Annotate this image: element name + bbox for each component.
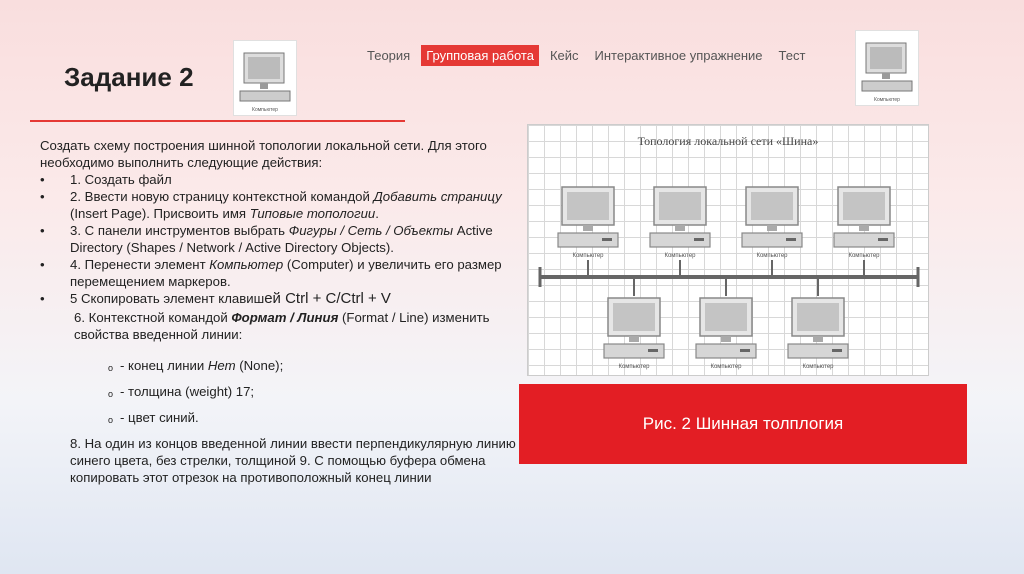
title-underline	[30, 120, 405, 122]
sub-item-color: o - цвет синий.	[40, 409, 520, 426]
step-3: • 3. С панели инструментов выбрать Фигуры / Сеть / Объекты Active Directory (Shapes / Network / Active Directory Objects).	[40, 222, 520, 256]
computer-icon	[650, 187, 710, 277]
slide-title: Задание 2	[64, 62, 194, 92]
nav-item-test[interactable]: Тест	[778, 48, 806, 63]
sub-item-line-end: o - конец линии Нет (None);	[40, 357, 520, 374]
step-8: 8. На один из концов введенной линии ввести перпендикулярную линию синего цвета, без стрелки, толщиной 9. С помощью буфера обмена копировать этот отрезок на противоположный конец линии	[70, 436, 516, 485]
computer-icon	[788, 277, 848, 370]
step-6: 6. Контекстной командой Формат / Линия (Format / Line) изменить свойства введенной линии:	[74, 310, 490, 342]
nav-item-interactive-exercise[interactable]: Интерактивное упражнение	[594, 48, 763, 63]
figure-caption: Рис. 2 Шинная толплогия	[519, 384, 967, 464]
figure-title: Топология локальной сети «Шина»	[637, 134, 819, 148]
step-5: • 5 Скопировать элемент клавишей Ctrl + C/Ctrl + V	[40, 290, 520, 307]
computer-icon	[604, 277, 664, 370]
step-2: • 2. Ввести новую страницу контекстной командой Добавить страницу (Insert Page). Присвоить имя Типовые топологии.	[40, 188, 520, 222]
nav-item-theory[interactable]: Теория	[367, 48, 411, 63]
step-4: • 4. Перенести элемент Компьютер (Computer) и увеличить его размер перемещением маркеров.	[40, 256, 520, 290]
computer-label: Компьютер	[572, 253, 604, 259]
computer-icon	[558, 187, 618, 277]
thumb-label: Компьютер	[874, 97, 900, 103]
computer-icon	[742, 187, 802, 277]
computer-label: Компьютер	[618, 364, 650, 370]
computer-icon	[696, 277, 756, 370]
step-1: • 1. Создать файл	[40, 171, 520, 188]
instructions	[40, 137, 520, 486]
thumb-label: Компьютер	[252, 107, 278, 113]
sub-item-weight: o - толщина (weight) 17;	[40, 383, 520, 400]
computer-label: Компьютер	[802, 364, 834, 370]
nav-item-group-work[interactable]: Групповая работа	[421, 45, 539, 66]
computer-icon	[834, 187, 894, 277]
computer-label: Компьютер	[664, 253, 696, 259]
computer-thumbnail-right	[855, 30, 919, 106]
top-nav	[362, 45, 816, 66]
computer-label: Компьютер	[710, 364, 742, 370]
nav-item-case[interactable]: Кейс	[549, 48, 579, 63]
computer-label: Компьютер	[848, 253, 880, 259]
intro-text: Создать схему построения шинной топологии локальной сети. Для этого необходимо выполнить следующие действия:	[40, 138, 487, 170]
computer-label: Компьютер	[756, 253, 788, 259]
computer-thumbnail-left	[233, 40, 297, 116]
bus-topology-figure	[527, 124, 929, 376]
